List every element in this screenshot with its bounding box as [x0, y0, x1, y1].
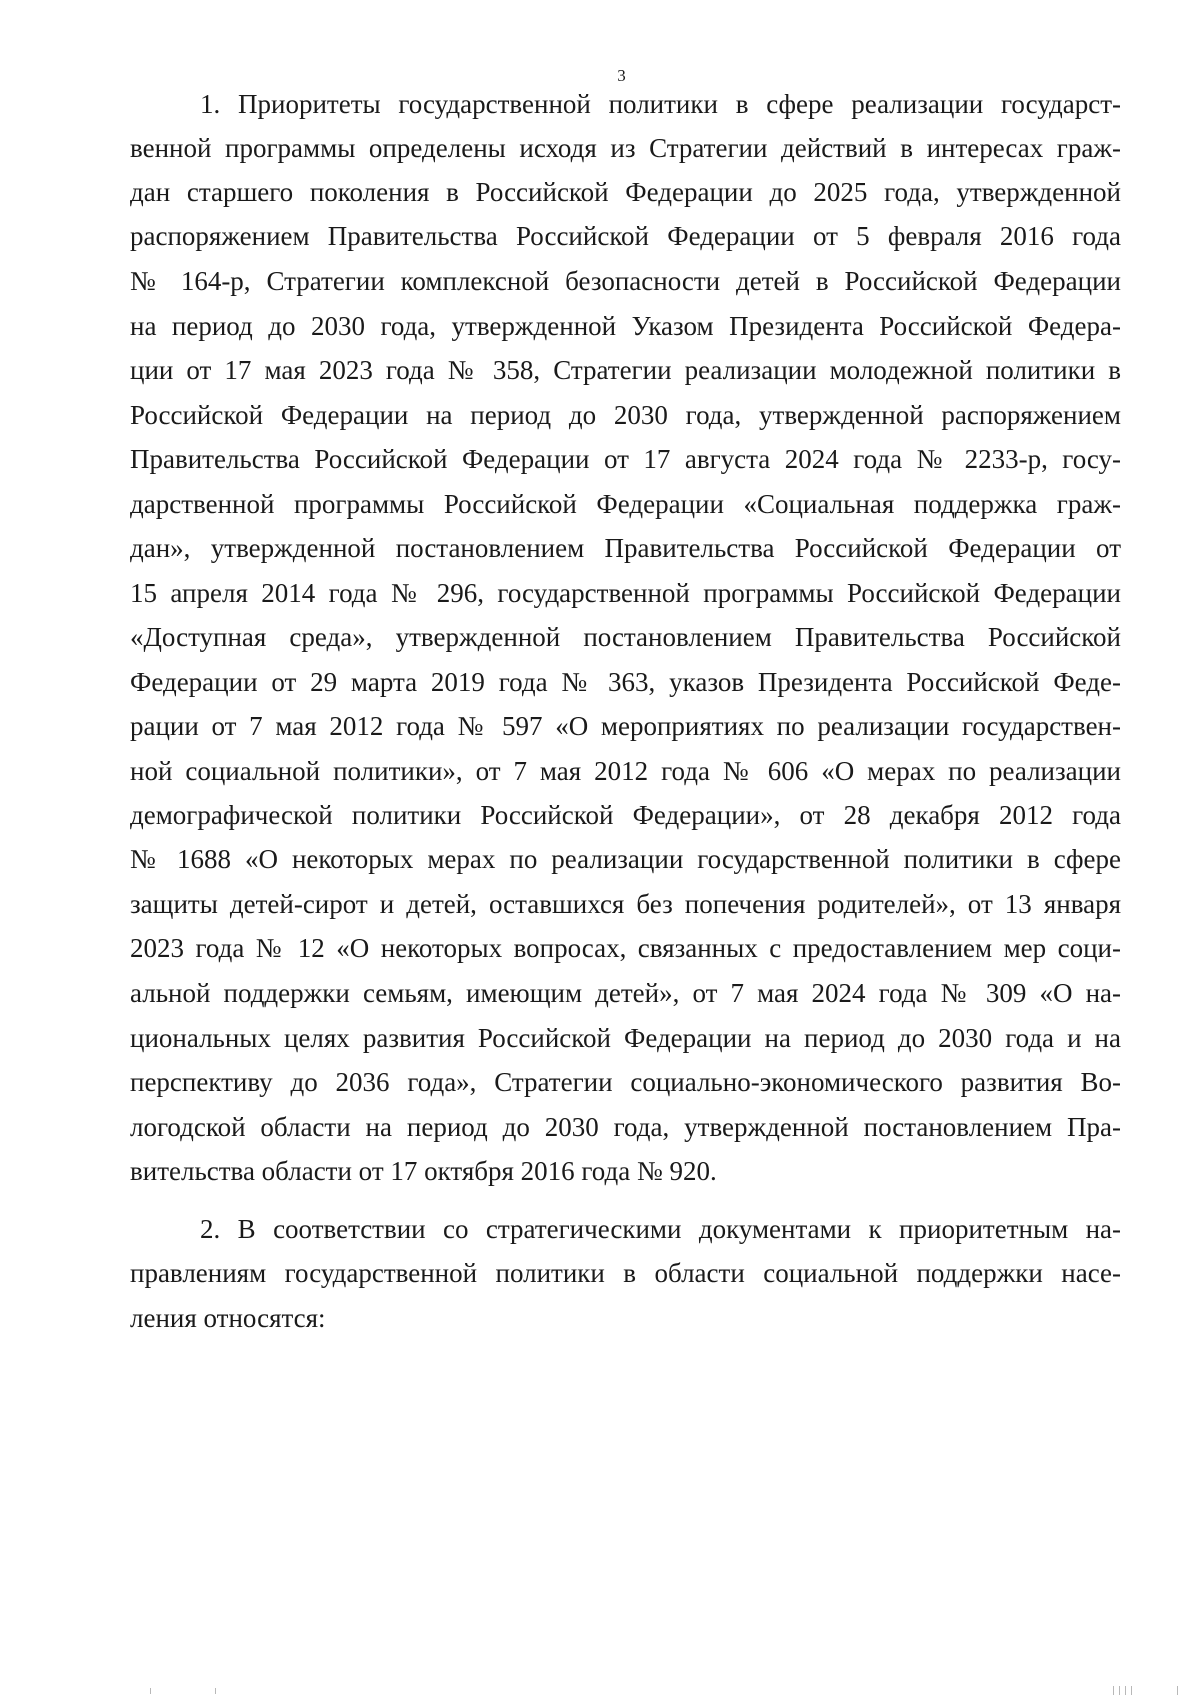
- text-line: 2. В соответствии со стратегическими документами к приоритетным на-: [200, 1214, 1121, 1244]
- text-line: перспективу до 2036 года», Стратегии социально-экономического развития Во-: [130, 1067, 1121, 1097]
- text-line: Российской Федерации на период до 2030 года, утвержденной распоряжением: [130, 400, 1121, 430]
- text-line: на период до 2030 года, утвержденной Указом Президента Российской Федера-: [130, 311, 1121, 341]
- text-line: № 164-р, Стратегии комплексной безопасности детей в Российской Федерации: [130, 266, 1121, 296]
- text-line: вительства области от 17 октября 2016 года № 920.: [130, 1156, 717, 1186]
- scan-mark: [1113, 1686, 1114, 1695]
- text-line: дарственной программы Российской Федерации «Социальная поддержка граж-: [130, 489, 1121, 519]
- text-line: ной социальной политики», от 7 мая 2012 года № 606 «О мерах по реализации: [130, 756, 1121, 786]
- text-line: венной программы определены исходя из Стратегии действий в интересах граж-: [130, 133, 1121, 163]
- scan-mark: [150, 1688, 151, 1694]
- page-number: 3: [617, 66, 626, 85]
- text-line: Правительства Российской Федерации от 17 августа 2024 года № 2233-р, госу-: [130, 444, 1121, 474]
- text-line: дан старшего поколения в Российской Федерации до 2025 года, утвержденной: [130, 177, 1121, 207]
- scan-mark: [1131, 1686, 1132, 1695]
- text-line: альной поддержки семьям, имеющим детей», от 7 мая 2024 года № 309 «О на-: [130, 978, 1121, 1008]
- text-line: 2023 года № 12 «О некоторых вопросах, связанных с предоставлением мер соци-: [130, 933, 1121, 963]
- scan-mark: [1177, 1686, 1178, 1695]
- text-line: защиты детей-сирот и детей, оставшихся без попечения родителей», от 13 января: [130, 889, 1121, 919]
- scan-mark: [1125, 1686, 1126, 1695]
- text-line: ления относятся:: [130, 1303, 326, 1333]
- text-line: «Доступная среда», утвержденной постановлением Правительства Российской: [130, 622, 1121, 652]
- scan-mark: [1119, 1686, 1120, 1695]
- text-line: Федерации от 29 марта 2019 года № 363, указов Президента Российской Феде-: [130, 667, 1121, 697]
- text-line: распоряжением Правительства Российской Федерации от 5 февраля 2016 года: [130, 221, 1121, 251]
- text-line: № 1688 «О некоторых мерах по реализации государственной политики в сфере: [130, 844, 1121, 874]
- text-line: дан», утвержденной постановлением Правительства Российской Федерации от: [130, 533, 1121, 563]
- text-line: правлениям государственной политики в области социальной поддержки насе-: [130, 1258, 1121, 1288]
- scan-mark: [215, 1688, 216, 1694]
- text-line: 15 апреля 2014 года № 296, государственной программы Российской Федерации: [130, 578, 1121, 608]
- text-line: 1. Приоритеты государственной политики в сфере реализации государст-: [200, 89, 1121, 119]
- text-line: ции от 17 мая 2023 года № 358, Стратегии реализации молодежной политики в: [130, 355, 1121, 385]
- text-line: циональных целях развития Российской Федерации на период до 2030 года и на: [130, 1023, 1121, 1053]
- text-line: демографической политики Российской Федерации», от 28 декабря 2012 года: [130, 800, 1121, 830]
- text-line: логодской области на период до 2030 года, утвержденной постановлением Пра-: [130, 1112, 1121, 1142]
- text-line: рации от 7 мая 2012 года № 597 «О мероприятиях по реализации государствен-: [130, 711, 1121, 741]
